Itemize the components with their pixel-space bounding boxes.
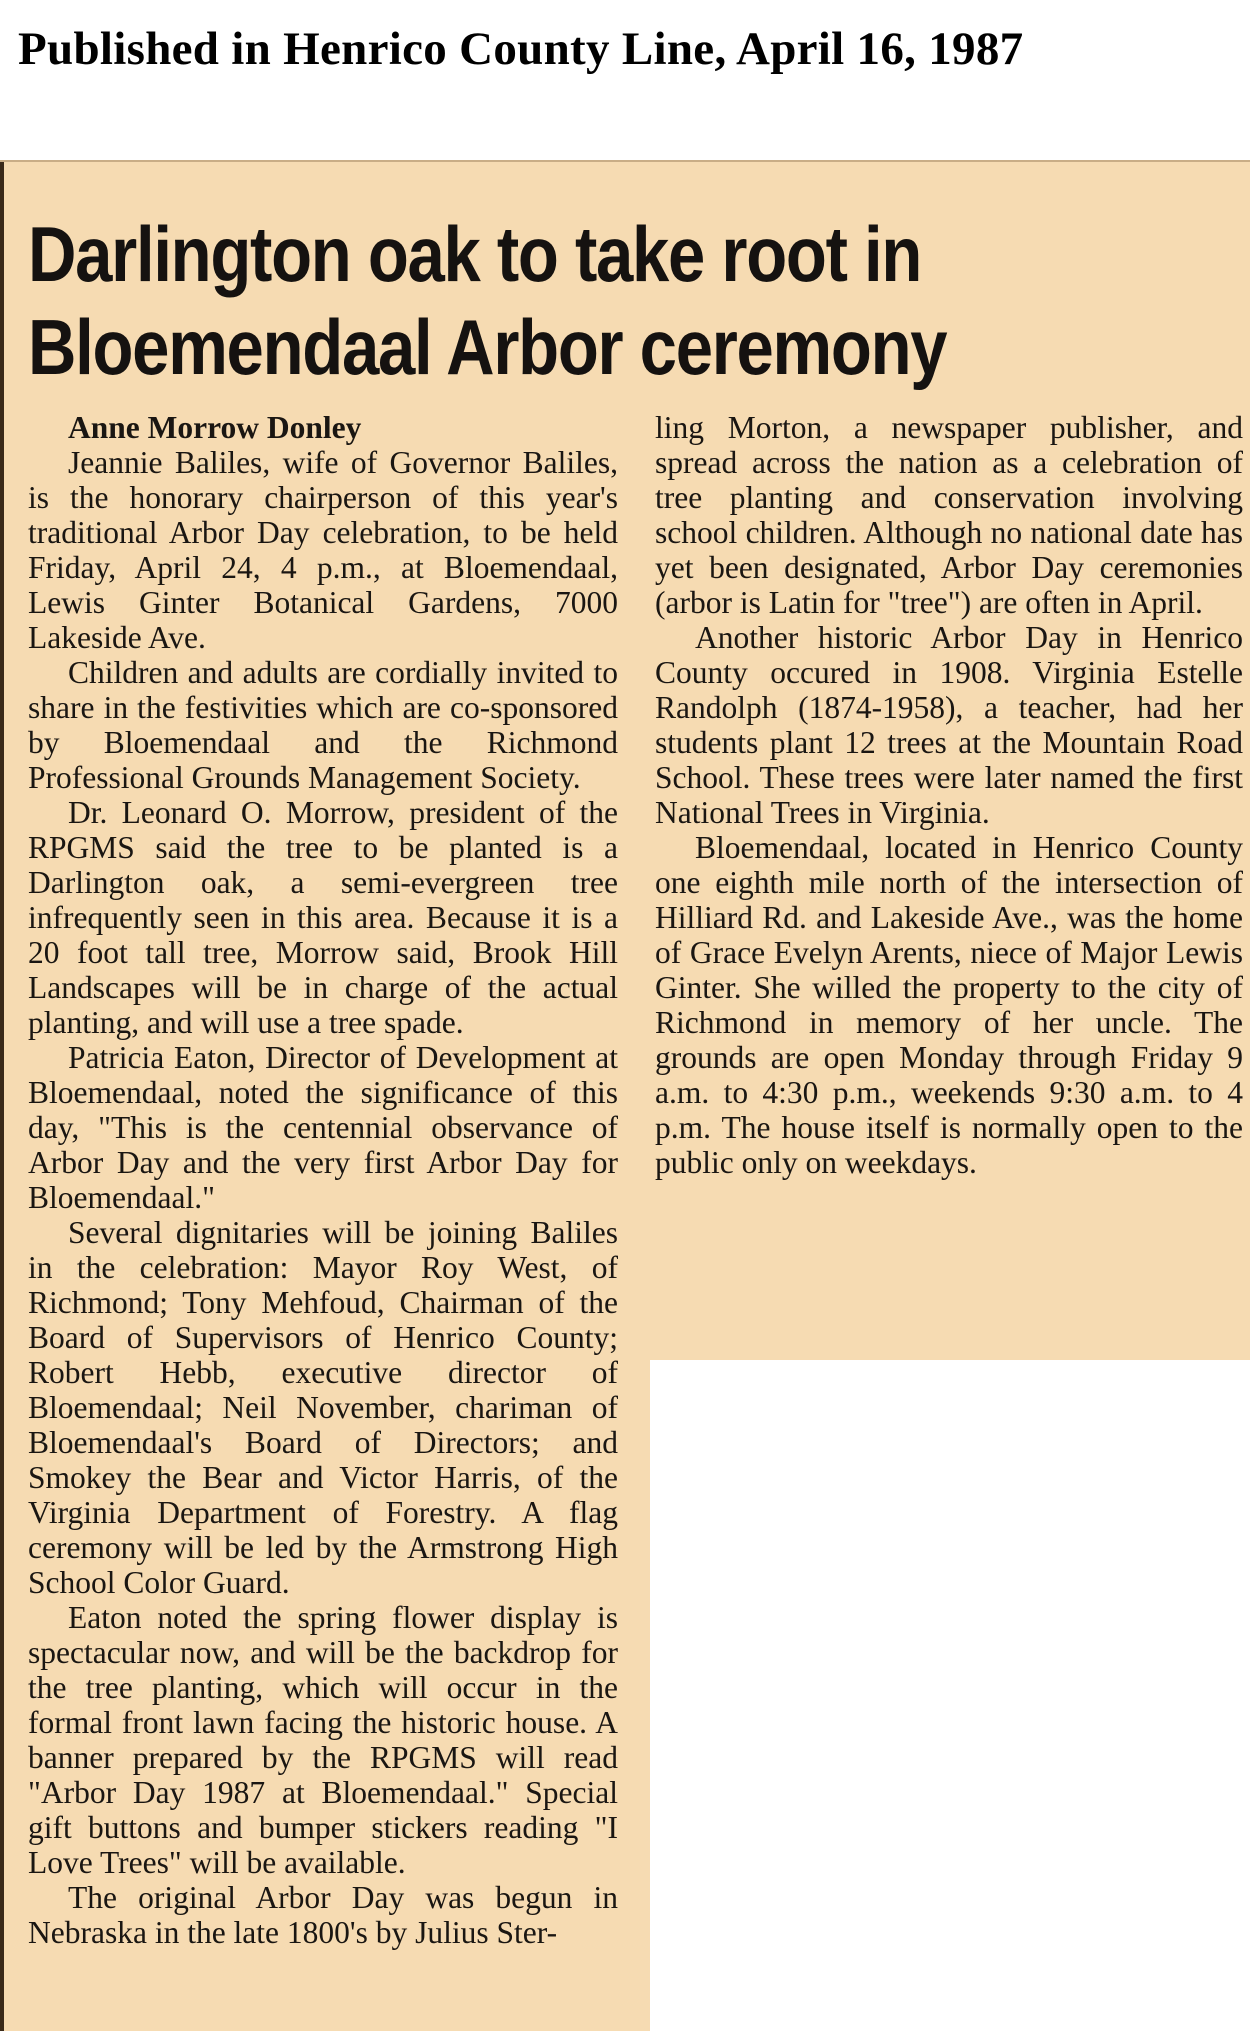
article-headline: Darlington oak to take root in Bloemendaal Arbor ceremony — [28, 210, 947, 391]
article-right-column — [655, 410, 1243, 1180]
article-left-column — [28, 410, 618, 1950]
article-byline: Anne Morrow Donley — [68, 410, 362, 445]
article-paragraph: Several dignitaries will be joining Baliles in the celebration: Mayor Roy West, of Richmond; Tony Mehfoud, Chairman of the Board of Supervisors of Henrico County; Robert Hebb, executive director of Bloemendaal; Neil November, chariman of Bloemendaal's Board of Directors; and Smokey the Bear and Victor Harris, of the Virginia Department of Forestry. A flag ceremony will be led by the Armstrong High School Color Guard. — [28, 1215, 618, 1600]
article-paragraph: Bloemendaal, located in Henrico County one eighth mile north of the intersection of Hilliard Rd. and Lakeside Ave., was the home of Grace Evelyn Arents, niece of Major Lewis Ginter. She willed the property to the city of Richmond in memory of her uncle. The grounds are open Monday through Friday 9 a.m. to 4:30 p.m., weekends 9:30 a.m. to 4 p.m. The house itself is normally open to the public only on weekdays. — [655, 830, 1243, 1180]
clipping-top-edge — [0, 160, 1250, 162]
article-paragraph: The original Arbor Day was begun in Nebraska in the late 1800's by Julius Ster- — [28, 1880, 618, 1950]
article-paragraph: Patricia Eaton, Director of Development at Bloemendaal, noted the significance of this day, "This is the centennial observance of Arbor Day and the very first Arbor Day for Bloemendaal." — [28, 1040, 618, 1215]
article-paragraph: Jeannie Baliles, wife of Governor Baliles, is the honorary chairperson of this year's traditional Arbor Day celebration, to be held Friday, April 24, 4 p.m., at Bloemendaal, Lewis Ginter Botanical Gardens, 7000 Lakeside Ave. — [28, 445, 618, 655]
clipping-left-edge — [0, 160, 4, 2031]
article-paragraph: Dr. Leonard O. Morrow, president of the RPGMS said the tree to be planted is a Darlington oak, a semi-evergreen tree infrequently seen in this area. Because it is a 20 foot tall tree, Morrow said, Brook Hill Landscapes will be in charge of the actual planting, and will use a tree spade. — [28, 795, 618, 1040]
publication-caption: Published in Henrico County Line, April 16, 1987 — [18, 23, 1024, 75]
article-paragraph: Eaton noted the spring flower display is spectacular now, and will be the backdrop for the tree planting, which will occur in the formal front lawn facing the historic house. A banner prepared by the RPGMS will read "Arbor Day 1987 at Bloemendaal." Special gift buttons and bumper stickers reading "I Love Trees" will be available. — [28, 1600, 618, 1880]
article-paragraph: Children and adults are cordially invited to share in the festivities which are co-sponsored by Bloemendaal and the Richmond Professional Grounds Management Society. — [28, 655, 618, 795]
article-paragraph-continuation: ling Morton, a newspaper publisher, and spread across the nation as a celebration of tree planting and conservation involving school children. Although no national date has yet been designated, Arbor Day ceremonies (arbor is Latin for "tree") are often in April. — [655, 410, 1243, 620]
article-paragraph: Another historic Arbor Day in Henrico County occured in 1908. Virginia Estelle Randolph (1874-1958), a teacher, had her students plant 12 trees at the Mountain Road School. These trees were later named the first National Trees in Virginia. — [655, 620, 1243, 830]
